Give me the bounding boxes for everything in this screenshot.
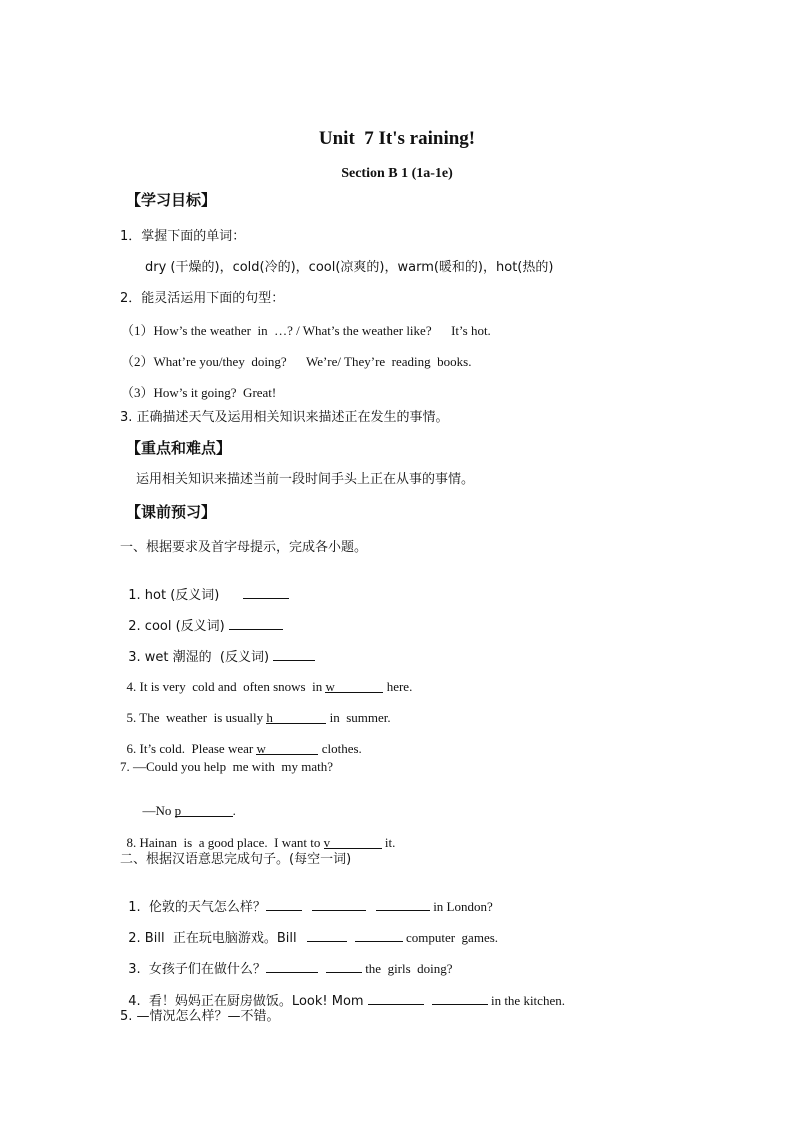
sentence-2-text: 2. Bill 正在玩电脑游戏。Bill — [128, 931, 301, 946]
question-4 — [120, 667, 412, 693]
answer-blank[interactable] — [432, 992, 488, 1005]
question-1-text: 1. hot (反义词) — [128, 588, 220, 603]
sentence-3-end: the girls doing? — [361, 961, 453, 976]
answer-blank[interactable] — [266, 960, 318, 973]
question-7: 7. —Could you help me with my math? — [120, 759, 334, 774]
answer-blank[interactable] — [243, 586, 289, 599]
answer-blank[interactable] — [266, 711, 326, 724]
page-title: Unit 7 It's raining! — [318, 128, 476, 149]
sentence-3 — [120, 947, 453, 976]
sentence-4-text: 4. 看！妈妈正在厨房做饭。Look! Mom — [128, 994, 368, 1009]
sentence-5: 5. —情况怎么样？—不错。 — [120, 1009, 280, 1024]
answer-blank[interactable] — [175, 804, 233, 817]
sentence-3-text: 3. 女孩子们在做什么？ — [128, 962, 266, 977]
goals-heading: 【学习目标】 — [126, 191, 217, 209]
sentence-2 — [120, 916, 498, 945]
question-4-end: here. — [383, 679, 413, 694]
hint-letter: h — [266, 710, 273, 725]
answer-blank[interactable] — [325, 680, 383, 693]
answer-blank[interactable] — [376, 898, 430, 911]
goal-item-3: 3. 正确描述天气及运用相关知识来描述正在发生的事情。 — [120, 410, 449, 425]
goal-item-1: 1．掌握下面的单词： — [120, 229, 246, 244]
sentence-1-text: 1. 伦敦的天气怎么样？ — [128, 900, 266, 915]
question-6-end: clothes. — [318, 741, 362, 756]
sentence-pattern-2: （2）What’re you/they doing? We’re/ They’re reading books. — [121, 354, 472, 369]
question-6 — [120, 729, 362, 755]
key-heading: 【重点和难点】 — [126, 439, 232, 457]
answer-blank[interactable] — [324, 836, 382, 849]
sentence-2-end: computer games. — [402, 930, 499, 945]
goal-words: dry (干燥的)，cold(冷的)，cool(凉爽的)，warm(暖和的)，hot(热的) — [145, 260, 554, 275]
question-5-end: in summer. — [326, 710, 391, 725]
question-5-text: 5. The weather is usually — [126, 710, 267, 725]
hint-letter: w — [325, 679, 335, 694]
part1-instruction: 一、根据要求及首字母提示，完成各小题。 — [120, 540, 368, 555]
question-5 — [120, 698, 391, 724]
hint-letter: p — [174, 803, 182, 818]
answer-blank[interactable] — [273, 648, 315, 661]
sentence-pattern-3: （3）How’s it going? Great! — [121, 385, 277, 400]
question-6-text: 6. It’s cold. Please wear — [126, 741, 257, 756]
question-4-text: 4. It is very cold and often snows in — [126, 679, 326, 694]
answer-blank[interactable] — [326, 960, 362, 973]
question-7-end: . — [232, 803, 236, 818]
question-3 — [120, 635, 315, 664]
answer-blank[interactable] — [368, 992, 424, 1005]
sentence-1-end: in London? — [429, 899, 493, 914]
answer-blank[interactable] — [307, 929, 347, 942]
part2-instruction: 二、根据汉语意思完成句子。(每空一词) — [120, 852, 352, 867]
question-8-text: 8. Hainan is a good place. I want to — [126, 835, 324, 850]
answer-blank[interactable] — [256, 742, 318, 755]
sentence-1 — [120, 885, 493, 914]
preview-heading: 【课前预习】 — [126, 503, 217, 521]
sentence-4 — [120, 979, 565, 1008]
question-2-text: 2. cool (反义词) — [128, 619, 225, 634]
answer-blank[interactable] — [229, 617, 283, 630]
question-2 — [120, 604, 283, 633]
answer-blank[interactable] — [312, 898, 366, 911]
answer-blank[interactable] — [355, 929, 403, 942]
sentence-4-end: in the kitchen. — [487, 993, 565, 1008]
sentence-pattern-1: （1）How’s the weather in …? / What’s the weather like? It’s hot. — [121, 323, 491, 338]
question-7-prefix: —No — [142, 803, 175, 818]
question-3-text: 3. wet 潮湿的 (反义词) — [128, 650, 270, 665]
question-8 — [120, 823, 395, 849]
goal-item-2: 2．能灵活运用下面的句型： — [120, 291, 285, 306]
question-1 — [120, 573, 289, 602]
hint-letter: w — [256, 741, 266, 756]
question-8-end: it. — [381, 835, 396, 850]
answer-blank[interactable] — [266, 898, 302, 911]
hint-letter: v — [323, 835, 331, 850]
key-text: 运用相关知识来描述当前一段时间手头上正在从事的事情。 — [136, 472, 475, 487]
question-7-answer — [136, 791, 236, 817]
section-subtitle: Section B 1 (1a-1e) — [341, 166, 453, 181]
